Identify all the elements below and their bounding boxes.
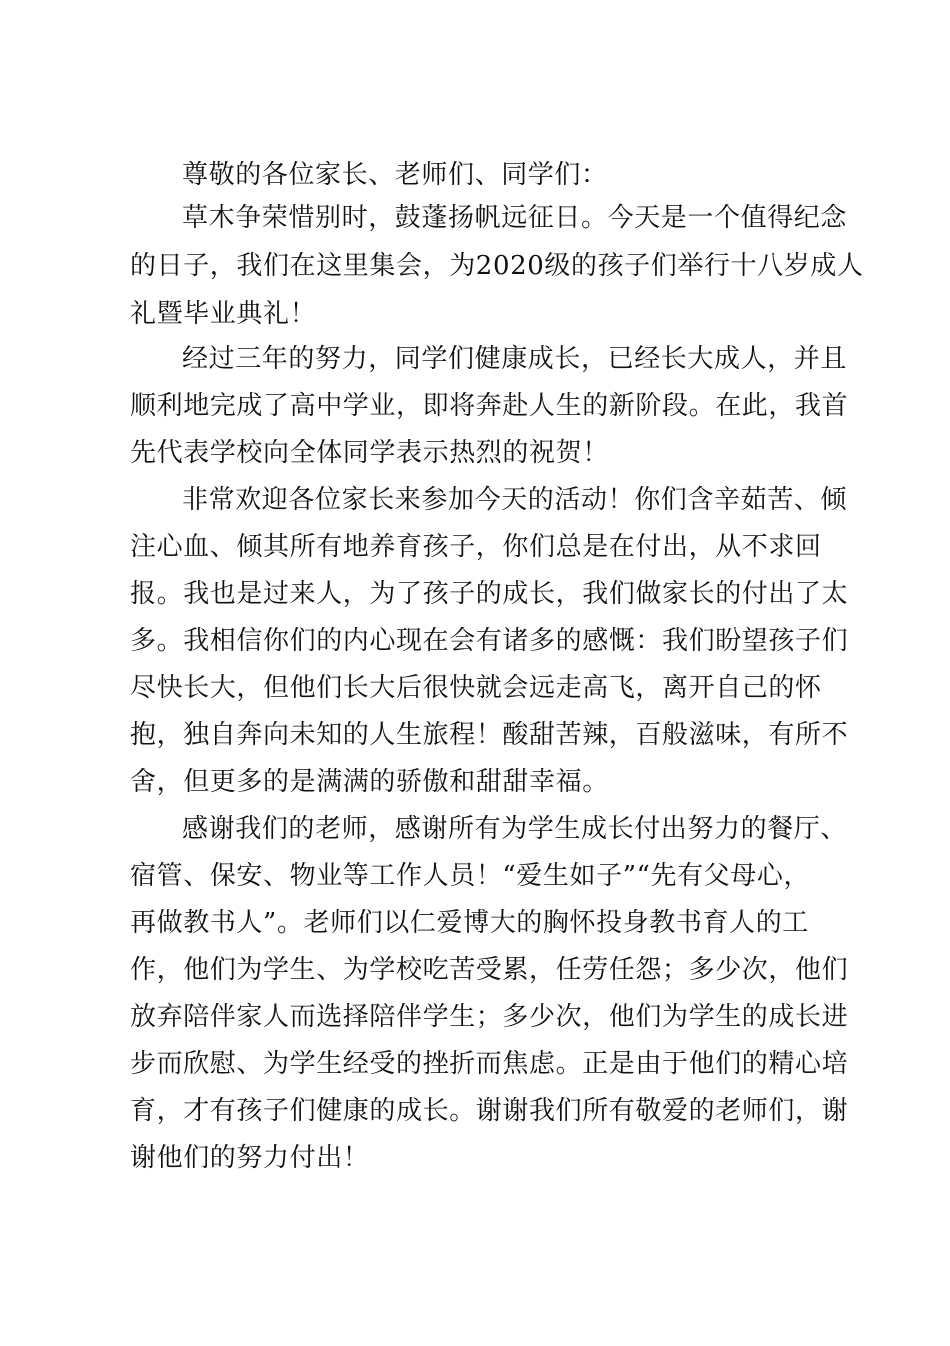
paragraph-4-line-1: 感谢我们的老师，感谢所有为学生成长付出努力的餐厅、 (182, 814, 848, 844)
paragraph-3-line-3: 报。我也是过来人，为了孩子的成长，我们做家长的付出了太 (130, 579, 849, 609)
paragraph-4-line-6: 步而欣慰、为学生经受的挫折而焦虑。正是由于他们的精心培 (130, 1049, 849, 1079)
paragraph-4-line-8: 谢他们的努力付出！ (130, 1143, 370, 1173)
paragraph-1-line-3: 礼暨毕业典礼！ (130, 299, 317, 329)
paragraph-1-line-2: 的日子，我们在这里集会，为2020级的孩子们举行十八岁成人 (130, 251, 864, 281)
paragraph-2-line-1: 经过三年的努力，同学们健康成长，已经长大成人，并且 (182, 344, 848, 374)
paragraph-4-line-7: 育，才有孩子们健康的成长。谢谢我们所有敬爱的老师们，谢 (130, 1096, 849, 1126)
paragraph-4-line-4: 作，他们为学生、为学校吃苦受累，任劳任怨；多少次，他们 (130, 955, 849, 985)
salutation: 尊敬的各位家长、老师们、同学们： (182, 160, 608, 190)
paragraph-3-line-4: 多。我相信你们的内心现在会有诸多的感慨：我们盼望孩子们 (130, 626, 849, 656)
paragraph-3-line-7: 舍，但更多的是满满的骄傲和甜甜幸福。 (130, 767, 609, 797)
paragraph-2-line-3: 先代表学校向全体同学表示热烈的祝贺！ (130, 438, 609, 468)
paragraph-2-line-2: 顺利地完成了高中学业，即将奔赴人生的新阶段。在此，我首 (130, 391, 849, 421)
paragraph-4-line-3: 再做教书人”。老师们以仁爱博大的胸怀投身教书育人的工 (130, 908, 809, 938)
paragraph-3-line-6: 抱，独自奔向未知的人生旅程！酸甜苦辣，百般滋味，有所不 (130, 720, 849, 750)
paragraph-4-line-5: 放弃陪伴家人而选择陪伴学生；多少次，他们为学生的成长进 (130, 1002, 849, 1032)
paragraph-3-line-2: 注心血、倾其所有地养育孩子，你们总是在付出，从不求回 (130, 532, 822, 562)
paragraph-3-line-1: 非常欢迎各位家长来参加今天的活动！你们含辛茹苦、倾 (182, 485, 848, 515)
paragraph-3-line-5: 尽快长大，但他们长大后很快就会远走高飞，离开自己的怀 (130, 673, 822, 703)
paragraph-1-line-1: 草木争荣惜别时，鼓蓬扬帆远征日。今天是一个值得纪念 (182, 203, 848, 233)
paragraph-4-line-2: 宿管、保安、物业等工作人员！“爱生如子”“先有父母心， (130, 861, 811, 891)
